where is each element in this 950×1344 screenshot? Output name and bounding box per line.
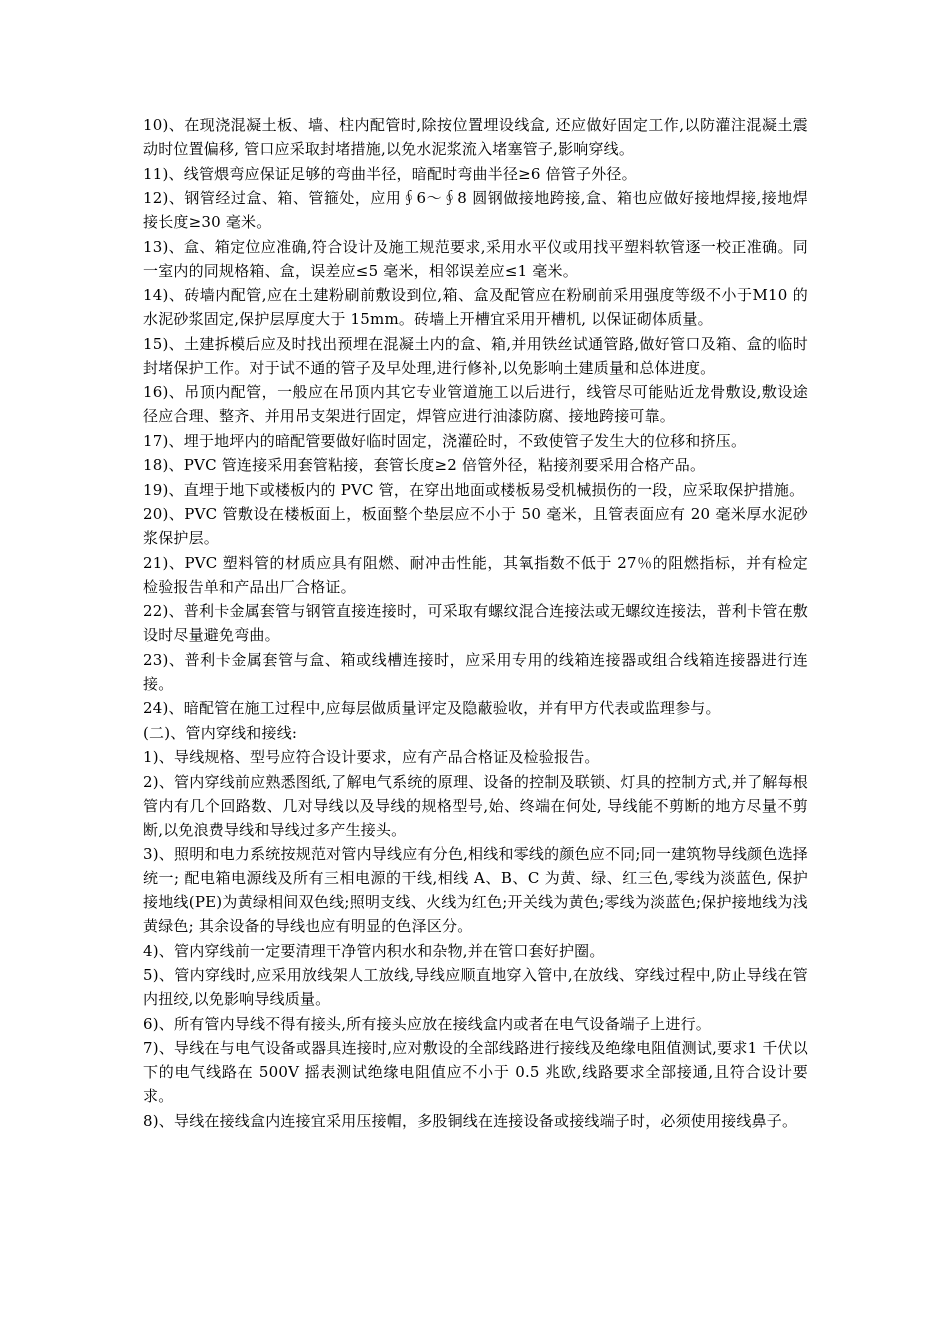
paragraph-item-4: 4)、管内穿线前一定要清理干净管内积水和杂物,并在管口套好护圈。: [143, 941, 605, 960]
paragraph-item-5: 5)、管内穿线时,应采用放线架人工放线,导线应顺直地穿入管中,在放线、穿线过程中,防止导线在管内扭绞,以免影响导线质量。: [143, 966, 808, 1008]
paragraph-item-22: 22)、普利卡金属套管与钢管直接连接时，可采取有螺纹混合连接法或无螺纹连接法，普利卡管在敷设时尽量避免弯曲。: [143, 602, 808, 644]
paragraph-item-2: 2)、管内穿线前应熟悉图纸,了解电气系统的原理、设备的控制及联锁、灯具的控制方式,并了解每根管内有几个回路数、几对导线以及导线的规格型号,始、终端在何处, 导线能不剪断的地方尽量不剪断,以免浪费导线和导线过多产生接头。: [143, 772, 808, 839]
paragraph-item-20: 20)、PVC 管敷设在楼板面上，板面整个垫层应不小于 50 毫米，且管表面应有 20 毫米厚水泥砂浆保护层。: [143, 505, 808, 547]
paragraph-item-6: 6)、所有管内导线不得有接头,所有接头应放在接线盒内或者在电气设备端子上进行。: [143, 1014, 711, 1033]
paragraph-item-16: 16)、吊顶内配管，一般应在吊顶内其它专业管道施工以后进行，线管尽可能贴近龙骨敷设,敷设途径应合理、整齐、并用吊支架进行固定，焊管应进行油漆防腐、接地跨接可靠。: [143, 383, 808, 425]
paragraph-item-11: 11)、线管煨弯应保证足够的弯曲半径，暗配时弯曲半径≥6 倍管子外径。: [143, 164, 637, 183]
paragraph-item-10: 10)、在现浇混凝土板、墙、柱内配管时,除按位置埋设线盒, 还应做好固定工作,以防灌注混凝土震动时位置偏移, 管口应采取封堵措施,以免水泥浆流入堵塞管子,影响穿线。: [143, 116, 808, 158]
document-page: [143, 113, 808, 1133]
paragraph-item-1: 1)、导线规格、型号应符合设计要求，应有产品合格证及检验报告。: [143, 748, 600, 766]
paragraph-item-13: 13)、盒、箱定位应准确,符合设计及施工规范要求,采用水平仪或用找平塑料软管逐一校正准确。同一室内的同规格箱、盒，误差应≤5 毫米，相邻误差应≤1 毫米。: [143, 237, 808, 280]
paragraph-item-15: 15)、土建拆模后应及时找出预埋在混凝土内的盒、箱,并用铁丝试通管路,做好管口及箱、盒的临时封堵保护工作。对于试不通的管子及早处理,进行修补,以免影响土建质量和总体进度。: [143, 334, 808, 377]
paragraph-item-19: 19)、直埋于地下或楼板内的 PVC 管，在穿出地面或楼板易受机械损伤的一段，应采取保护措施。: [143, 480, 805, 499]
paragraph-item-3: 3)、照明和电力系统按规范对管内导线应有分色,相线和零线的颜色应不同;同一建筑物导线颜色选择统一; 配电箱电源线及所有三相电源的干线,相线 A、B、C 为黄、绿、红三色,零线为淡蓝色, 保护接地线(PE)为黄绿相间双色线;照明支线、火线为红色;开关线为黄色;零线为淡蓝色;保护接地线为浅黄绿色; 其余设备的导线也应有明显的色泽区分。: [143, 845, 808, 935]
paragraph-item-12: 12)、钢管经过盒、箱、管箍处，应用∮6～∮8 圆钢做接地跨接,盒、箱也应做好接地焊接,接地焊接长度≥30 毫米。: [143, 189, 808, 231]
section-heading: (二)、管内穿线和接线:: [143, 723, 298, 742]
paragraph-item-14: 14)、砖墙内配管,应在土建粉刷前敷设到位,箱、盒及配管应在粉刷前采用强度等级不小于M10 的水泥砂浆固定,保护层厚度大于 15mm。砖墙上开槽宜采用开槽机, 以保证砌体质量。: [143, 286, 808, 328]
paragraph-item-23: 23)、普利卡金属套管与盒、箱或线槽连接时，应采用专用的线箱连接器或组合线箱连接器进行连接。: [143, 650, 808, 693]
paragraph-item-21: 21)、PVC 塑料管的材质应具有阻燃、耐冲击性能，其氧指数不低于 27％的阻燃指标，并有检定检验报告单和产品出厂合格证。: [143, 553, 808, 596]
paragraph-item-17: 17)、埋于地坪内的暗配管要做好临时固定，浇灌砼时，不致使管子发生大的位移和挤压。: [143, 431, 747, 450]
paragraph-item-7: 7)、导线在与电气设备或器具连接时,应对敷设的全部线路进行接线及绝缘电阻值测试,要求1 千伏以下的电气线路在 500V 摇表测试绝缘电阻值应不小于 0.5 兆欧,线路要求全部接通,且符合设计要求。: [143, 1039, 808, 1105]
paragraph-item-24: 24)、暗配管在施工过程中,应每层做质量评定及隐蔽验收，并有甲方代表或监理参与。: [143, 699, 721, 717]
paragraph-item-8: 8)、导线在接线盒内连接宜采用压接帽，多股铜线在连接设备或接线端子时，必须使用接线鼻子。: [143, 1111, 798, 1130]
paragraph-item-18: 18)、PVC 管连接采用套管粘接，套管长度≥2 倍管外径，粘接剂要采用合格产品。: [143, 456, 706, 474]
